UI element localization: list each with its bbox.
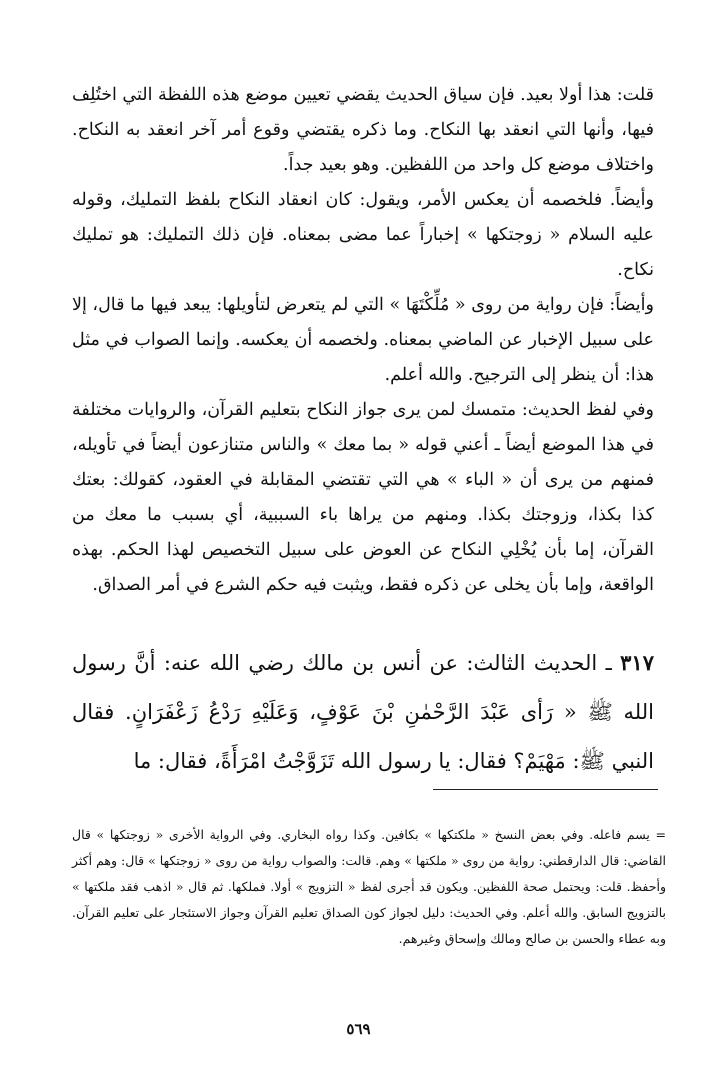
- hadith-paragraph: [72, 638, 654, 786]
- page-number: ٥٦٩: [346, 1020, 371, 1038]
- footnote: = يسم فاعله. وفي بعض النسخ « ملكتكها » بكافين. وكذا رواه البخاري. وفي الرواية الأخرى « زوجتكها » قال القاضي: قال الدارقطني: رواية من روى « ملكتها » وهم. قالت: والصواب رواية من روى « زوجتكها » قال: وهم أكثر وأحفظ. قلت: ويحتمل صحة اللفظين. ويكون قد أجرى لفظ « التزويج » أولا. فملكها. ثم قال « اذهب فقد ملكتها » بالتزويج السابق. والله أعلم. وفي الحديث: دليل لجواز كون الصداق تعليم القرآن وجواز الاستئجار على تعليم القرآن. وبه عطاء والحسن بن صالح ومالك وإسحاق وغيرهم.: [72, 827, 666, 946]
- paragraph: وأيضاً: فإن رواية من روى « مُلِّكْتَهَا » التي لم يتعرض لتأويلها: يبعد فيها ما قال، إلا على سبيل الإخبار عن الماضي بمعناه. ولخصمه أن يعكسه. وإنما الصواب في مثل هذا: أن ينظر إلى الترجيح. والله أعلم.: [72, 295, 654, 385]
- hadith-number: ٣١٧: [620, 650, 654, 675]
- hadith-separator: ـ: [597, 651, 621, 675]
- hadith-block: [72, 638, 654, 786]
- paragraph: قلت: هذا أولا بعيد. فإن سياق الحديث يقضي تعيين موضع هذه اللفظة التي اختُلِف فيها، وأنها التي انعقد بها النكاح. وما ذكره يقتضي وقوع أمر آخر انعقد به النكاح. واختلاف موضع كل واحد من اللفظين. وهو بعيد جداً.: [72, 85, 654, 175]
- hadith-text: الحديث الثالث: عن أنس بن مالك رضي الله عنه: أنَّ رسول الله ﷺ « رَأى عَبْدَ الرَّحْمٰنِ بْنَ عَوْفٍ، وَعَلَيْهِ رَدْعُ زَعْفَرَانٍ. فقال النبي ﷺ: مَهْيَمْ؟ فقال: يا رسول الله تَزَوَّجْتُ امْرَأَةً، فقال: ما: [72, 651, 654, 773]
- main-text: [72, 78, 654, 603]
- footnotes: [72, 822, 666, 952]
- footnote-divider: [433, 789, 658, 790]
- paragraph: وفي لفظ الحديث: متمسك لمن يرى جواز النكاح بتعليم القرآن، والروايات مختلفة في هذا الموضع أيضاً ـ أعني قوله « بما معك » والناس متنازعون أيضاً في تأويله، فمنهم من يرى أن « الباء » هي التي تقتضي المقابلة في العقود، كقولك: بعتك كذا بكذا، وزوجتك بكذا. ومنهم من يراها باء السببية، أي بسبب ما معك من القرآن، إما بأن يُخْلِي النكاح عن العوض على سبيل التخصيص لهذا الحكم. بهذه الواقعة، وإما بأن يخلى عن ذكره فقط، ويثبت فيه حكم الشرع في أمر الصداق.: [72, 400, 654, 595]
- paragraph: وأيضاً. فلخصمه أن يعكس الأمر، ويقول: كان انعقاد النكاح بلفظ التمليك، وقوله عليه السلام « زوجتكها » إخباراً عما مضى بمعناه. فإن ذلك التمليك: هو تمليك نكاح.: [72, 190, 654, 280]
